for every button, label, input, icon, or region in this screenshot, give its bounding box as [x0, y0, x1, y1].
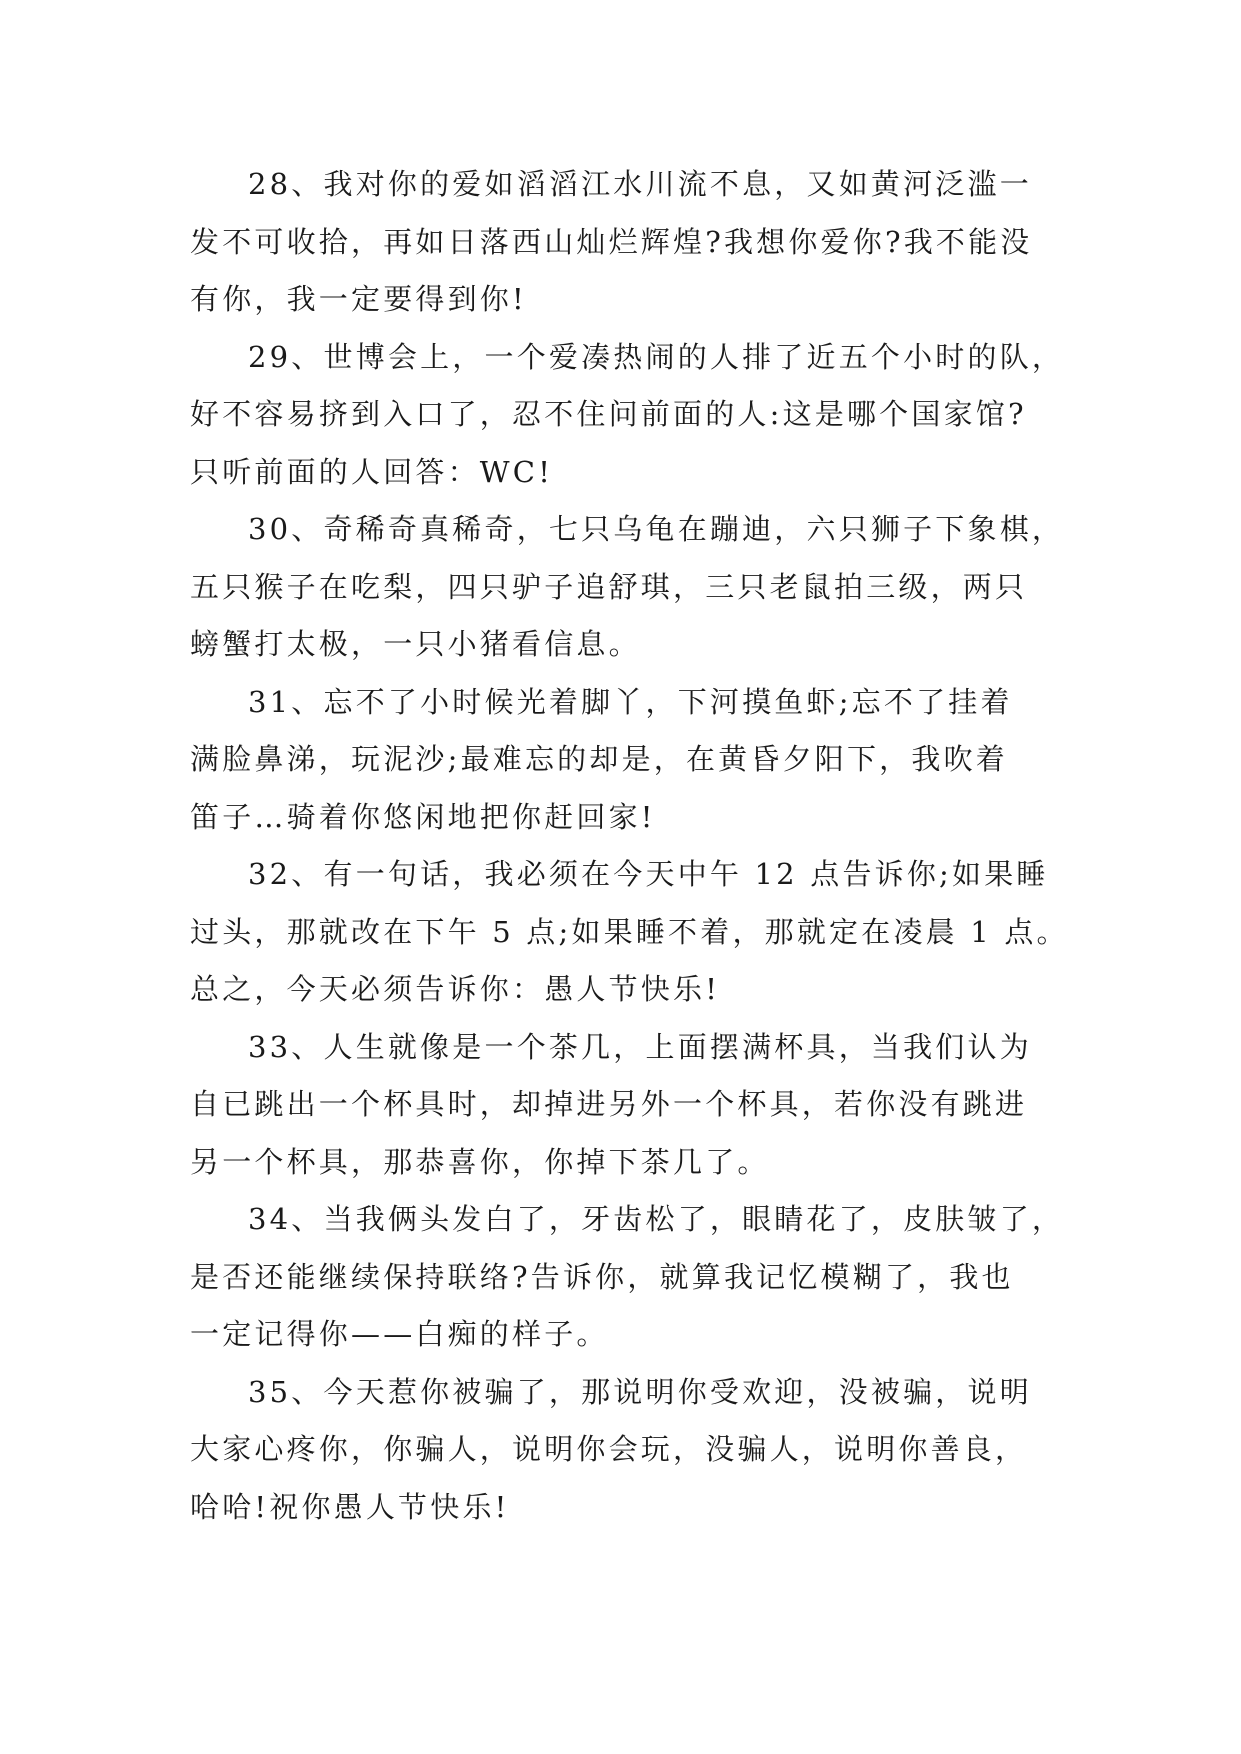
text-line: 只听前面的人回答：WC! — [190, 454, 554, 489]
text-line: 34、当我俩头发白了，牙齿松了，眼睛花了，皮肤皱了， — [248, 1202, 1065, 1236]
text-line: 31、忘不了小时候光着脚丫，下河摸鱼虾;忘不了挂着 — [248, 684, 1013, 719]
text-line: 螃蟹打太极，一只小猪看信息。 — [190, 627, 641, 661]
text-line: 33、人生就像是一个茶几，上面摆满杯具，当我们认为 — [248, 1029, 1032, 1064]
paragraph-34 — [190, 1191, 1065, 1364]
document-body — [190, 156, 1069, 1536]
text-line: 满脸鼻涕，玩泥沙;最难忘的却是，在黄昏夕阳下，我吹着 — [190, 742, 1008, 776]
text-line: 32、有一句话，我必须在今天中午 12 点告诉你;如果睡 — [248, 857, 1049, 891]
text-line: 总之，今天必须告诉你：愚人节快乐! — [190, 972, 721, 1006]
paragraph-35 — [190, 1364, 1052, 1537]
text-line: 一定记得你——白痴的样子。 — [190, 1317, 609, 1351]
paragraph-31 — [190, 674, 1052, 847]
text-line: 有你，我一定要得到你! — [190, 282, 527, 316]
text-line: 过头，那就改在下午 5 点;如果睡不着，那就定在凌晨 1 点。 — [190, 914, 1069, 949]
text-line: 30、奇稀奇真稀奇，七只乌龟在蹦迪，六只狮子下象棋， — [248, 512, 1065, 546]
text-line: 笛子…骑着你悠闲地把你赶回家! — [190, 799, 656, 834]
text-line: 另一个杯具，那恭喜你，你掉下茶几了。 — [190, 1144, 770, 1179]
text-line: 哈哈!祝你愚人节快乐! — [190, 1489, 510, 1524]
text-line: 大家心疼你，你骗人，说明你会玩，没骗人，说明你善良， — [190, 1432, 1028, 1466]
paragraph-28 — [190, 156, 1052, 329]
text-line: 28、我对你的爱如滔滔江水川流不息，又如黄河泛滥一 — [248, 167, 1032, 201]
paragraph-29 — [190, 329, 1065, 502]
text-line: 发不可收拾，再如日落西山灿烂辉煌?我想你爱你?我不能没 — [190, 224, 1033, 259]
paragraph-33 — [190, 1019, 1052, 1192]
text-line: 自已跳出一个杯具时，却掉进另外一个杯具，若你没有跳进 — [190, 1087, 1028, 1121]
text-line: 好不容易挤到入口了，忍不住问前面的人:这是哪个国家馆? — [190, 397, 1027, 431]
text-line: 五只猴子在吃梨，四只驴子追舒琪，三只老鼠拍三级，两只 — [190, 569, 1028, 604]
text-line: 是否还能继续保持联络?告诉你，就算我记忆模糊了，我也 — [190, 1259, 1014, 1294]
paragraph-30 — [190, 501, 1065, 674]
paragraph-32 — [190, 846, 1069, 1019]
text-line: 29、世博会上，一个爱凑热闹的人排了近五个小时的队， — [248, 339, 1065, 374]
text-line: 35、今天惹你被骗了，那说明你受欢迎，没被骗，说明 — [248, 1374, 1032, 1409]
